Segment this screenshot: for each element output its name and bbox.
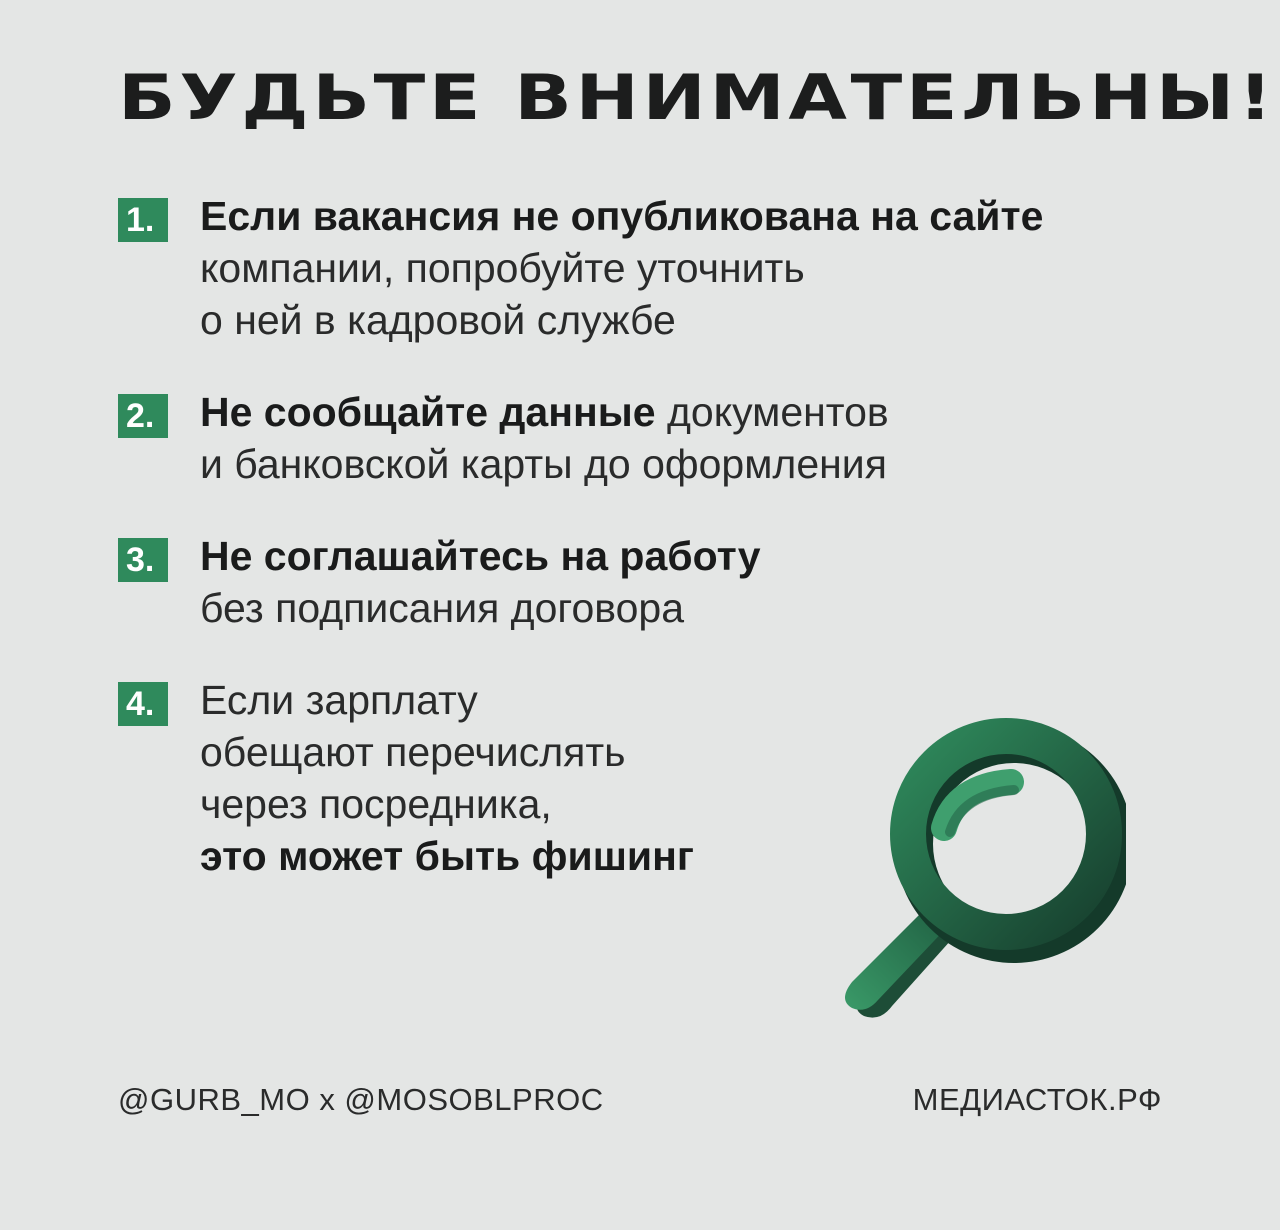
footer-site: МЕДИАСТОК.РФ [912,1082,1162,1117]
item-text-line: Если зарплату [200,677,478,723]
item-bold-text: это может быть фишинг [200,833,694,879]
item-text-line: о ней в кадровой службе [200,297,676,343]
item-bold-text: Не сообщайте данные [200,389,656,435]
item-bold-text: Не соглашайтесь на работу [200,533,761,579]
item-number-badge: 4. [118,682,168,726]
item-text-rest: документов [655,389,889,435]
magnifying-glass-icon [826,716,1126,1026]
item-number-badge: 1. [118,198,168,242]
item-text [200,190,1180,346]
footer-credits: @GURB_MO x @MOSOBLPROC [118,1082,604,1117]
item-text-line [200,386,1180,438]
item-number-badge: 3. [118,538,168,582]
item-text [200,386,1180,490]
page-title: БУДЬТЕ ВНИМАТЕЛЬНЫ! [118,61,1277,134]
item-text [200,530,1180,634]
item-text-line: обещают перечислять [200,729,626,775]
item-text-line: компании, попробуйте уточнить [200,245,805,291]
item-text-line: через посредника, [200,781,552,827]
item-number-badge: 2. [118,394,168,438]
item-text-line: и банковской карты до оформления [200,441,887,487]
item-bold-text: Если вакансия не опубликована на сайте [200,193,1044,239]
item-text-line: без подписания договора [200,585,684,631]
